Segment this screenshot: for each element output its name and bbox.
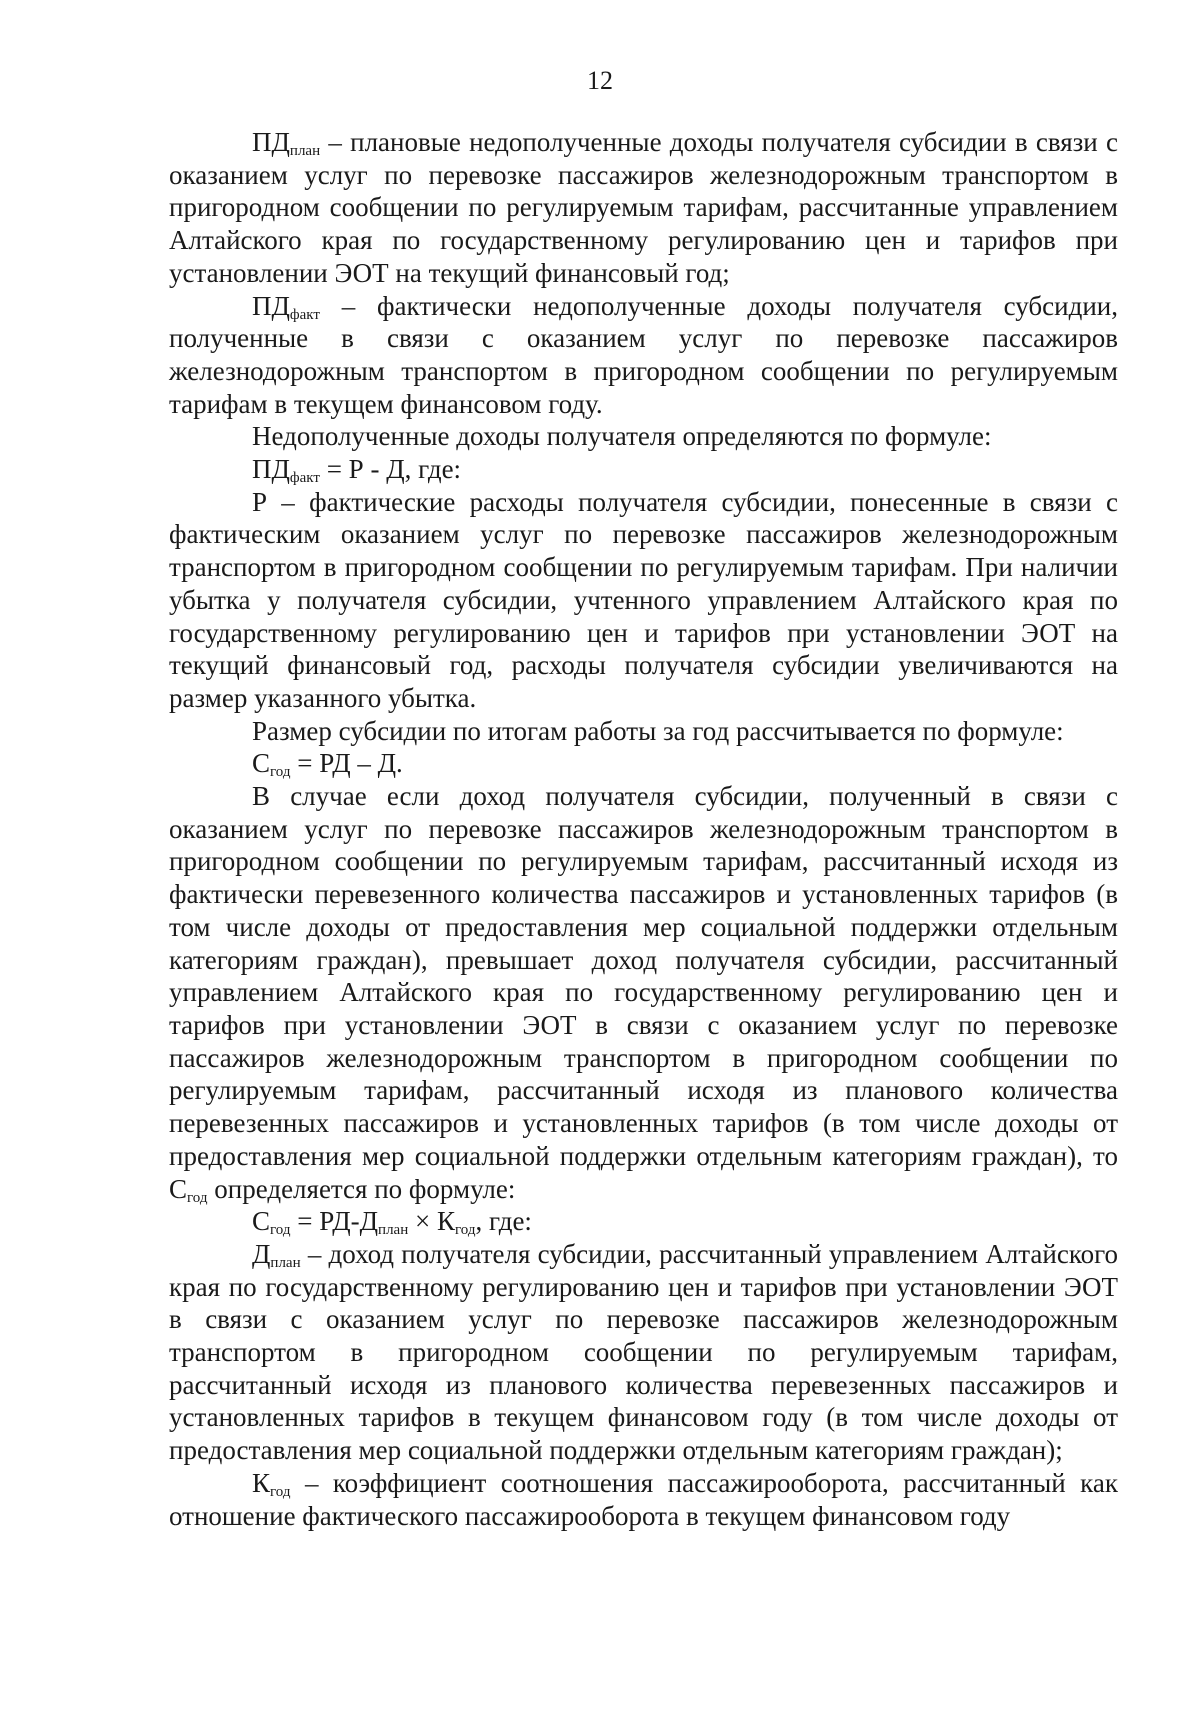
symbol-subscript: год [270, 764, 291, 781]
formula-text: = РД-Д [290, 1206, 379, 1237]
definition-text: – доход получателя субсидии, рассчитанный управлением Алтайского края по государственному регулированию цен и тарифов при установлении ЭОТ в связи с оказанием услуг по перевозке пассажиров железнодорожным транспортом в пригородном сообщении по регулируемым тарифам, рассчитанный исходя из планового количества перевезенных пассажиров и установленных тарифов в текущем финансовом году (в том числе доходы от предоставления мер социальной поддержки отдельным категориям граждан); [169, 1238, 1118, 1466]
symbol-subscript: план [289, 143, 321, 159]
formula-c-god [169, 747, 1118, 780]
symbol: С [252, 1206, 271, 1237]
symbol-subscript: план [378, 1222, 409, 1239]
definition-text: – фактически недополученные доходы получателя субсидии, полученные в связи с оказанием услуг по перевозке пассажиров железнодорожным транспортом в пригородном сообщении по регулируемым тарифам в текущем финансовом году. [169, 290, 1118, 419]
definition-pd-plan [169, 126, 1118, 290]
paragraph-text: определяется по формуле: [207, 1173, 516, 1204]
symbol-subscript: год [455, 1222, 476, 1239]
definition-d-plan [169, 1238, 1118, 1467]
symbol-subscript: год [270, 1483, 291, 1500]
paragraph-text: В случае если доход получателя субсидии, полученный в связи с оказанием услуг по перевозке пассажиров железнодорожным транспортом в пригородном сообщении по регулируемым тарифам, рассчитанный исходя из фактически перевезенного количества пассажиров и установленных тарифов (в том числе доходы от предоставления мер социальной поддержки отдельным категориям граждан), превышает доход получателя субсидии, рассчитанный управлением Алтайского края по государственному регулированию цен и тарифов при установлении ЭОТ в связи с оказанием услуг по перевозке пассажиров железнодорожным транспортом в пригородном сообщении по регулируемым тарифам, рассчитанный исходя из планового количества перевезенных пассажиров и установленных тарифов (в том числе доходы от предоставления мер социальной поддержки отдельным категориям граждан), то [169, 781, 1118, 1171]
formula-text: × К [408, 1206, 455, 1237]
symbol-subscript: план [270, 1254, 301, 1271]
page-number: 12 [587, 66, 613, 95]
symbol: ПД [252, 454, 290, 485]
symbol: С [252, 748, 271, 779]
symbol: Д [252, 1238, 271, 1269]
formula-intro: Недополученные доходы получателя определяются по формуле: [252, 421, 992, 452]
definition-text: – плановые недополученные доходы получателя субсидии в связи с оказанием услуг по перевозке пассажиров железнодорожным транспортом в пригородном сообщении по регулируемым тарифам, рассчитанные управлением Алтайского края по государственному регулированию цен и тарифов при установлении ЭОТ на текущий финансовый год; [169, 127, 1118, 288]
symbol: С [169, 1173, 188, 1204]
symbol: ПД [252, 127, 290, 157]
formula-text: = РД – Д. [290, 748, 403, 779]
symbol-subscript: год [187, 1189, 208, 1206]
symbol-subscript: факт [289, 306, 320, 323]
formula-c-god-k [169, 1205, 1118, 1238]
symbol: К [252, 1467, 271, 1498]
definition-k-god [169, 1467, 1118, 1532]
symbol: ПД [252, 290, 290, 321]
formula-pd-fakt [169, 453, 1118, 486]
definition-r: Р – фактические расходы получателя субсидии, понесенные в связи с фактическим оказанием услуг по перевозке пассажиров железнодорожным транспортом в пригородном сообщении по регулируемым тарифам. При наличии убытка у получателя субсидии, учтенного управлением Алтайского края по государственному регулированию цен и тарифов при установлении ЭОТ на текущий финансовый год, расходы получателя субсидии увеличиваются на размер указанного убытка. [169, 486, 1118, 713]
definition-text: – коэффициент соотношения пассажирооборота, рассчитанный как отношение фактического пассажирооборота в текущем финансовом году [169, 1467, 1118, 1531]
symbol-subscript: факт [289, 470, 320, 487]
formula-text: , где: [475, 1206, 532, 1237]
condition-paragraph [169, 780, 1118, 1205]
definition-pd-fakt [169, 290, 1118, 421]
subsidy-formula-intro: Размер субсидии по итогам работы за год рассчитывается по формуле: [252, 715, 1064, 746]
symbol-subscript: год [270, 1222, 291, 1239]
formula-text: = Р - Д, где: [319, 454, 462, 485]
document-body [169, 126, 1118, 1532]
